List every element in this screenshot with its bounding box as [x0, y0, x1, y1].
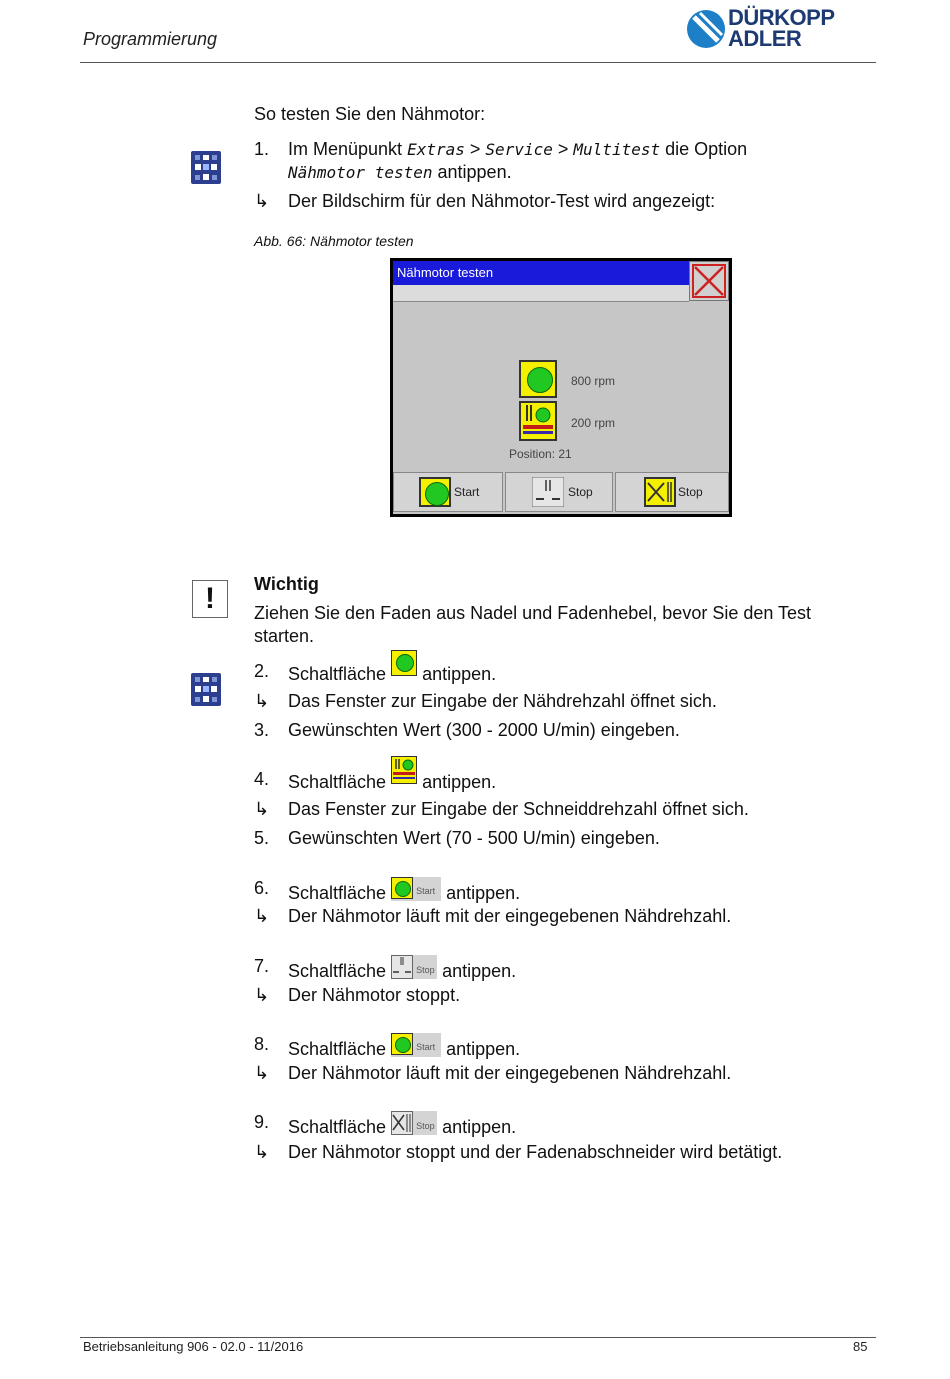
step-7-after: antippen.	[442, 961, 517, 981]
stop-cut-button[interactable]	[615, 472, 729, 512]
option-naehmotor-testen: Nähmotor testen	[288, 163, 433, 182]
logo-line-2: ADLER	[728, 26, 802, 51]
stop-button-label: Stop	[568, 485, 593, 499]
step-9-before: Schaltfläche	[288, 1117, 387, 1137]
thread-cutter-icon	[521, 403, 555, 439]
step-6-text	[288, 877, 520, 905]
step-8-text	[288, 1033, 520, 1061]
step-6-after: antippen.	[446, 883, 521, 903]
screen-figure	[390, 258, 732, 517]
result-arrow-icon: ↳	[254, 691, 270, 711]
step-2-before: Schaltfläche	[288, 664, 387, 684]
motor-icon	[527, 367, 553, 393]
result-arrow-icon: ↳	[254, 799, 270, 819]
brand-logo	[686, 7, 876, 55]
step-7-number: 7.	[254, 956, 270, 976]
step-2-result: Das Fenster zur Eingabe der Nähdrehzahl öffnet sich.	[288, 691, 717, 711]
step-1-text-a: Im Menüpunkt	[288, 139, 403, 159]
step-9-text	[288, 1111, 516, 1139]
logo-line-1: DÜRKOPP	[728, 5, 835, 30]
step-1-text-b: die Option	[665, 139, 748, 159]
stop-cut-button-label: Stop	[678, 485, 703, 499]
step-3-text: Gewünschten Wert (300 - 2000 U/min) eingeben.	[288, 720, 680, 740]
result-arrow-icon: ↳	[254, 1142, 270, 1162]
warning-text: Ziehen Sie den Faden aus Nadel und Fadenhebel, bevor Sie den Test starten.	[254, 603, 812, 646]
menu-sep-2: >	[557, 139, 569, 159]
menu-path-multitest: Multitest	[573, 140, 661, 159]
needle-stop-icon	[532, 477, 564, 507]
header-divider	[80, 62, 876, 63]
menu-sep-1: >	[469, 139, 481, 159]
sewing-speed-button[interactable]	[519, 360, 557, 398]
step-5-number: 5.	[254, 828, 270, 848]
page-number: 85	[853, 1339, 868, 1354]
close-button[interactable]	[689, 261, 729, 301]
step-8-before: Schaltfläche	[288, 1039, 387, 1059]
start-icon	[419, 477, 451, 507]
step-1-text-c: antippen.	[437, 162, 512, 182]
step-4-before: Schaltfläche	[288, 772, 387, 792]
close-icon	[690, 262, 728, 300]
screen-title: Nähmotor testen	[393, 261, 689, 285]
step-6-number: 6.	[254, 878, 270, 898]
warning-icon: !	[192, 580, 228, 618]
step-7-result: Der Nähmotor stoppt.	[288, 985, 461, 1005]
scissors-stop-icon	[644, 477, 676, 507]
stop-button-icon	[391, 955, 437, 979]
cut-speed-button-icon	[391, 768, 417, 792]
screen-subbar	[393, 285, 689, 302]
cutting-speed-button[interactable]	[519, 401, 557, 441]
step-3-number: 3.	[254, 720, 270, 740]
page-header-title: Programmierung	[83, 29, 218, 49]
result-1-text: Der Bildschirm für den Nähmotor-Test wird angezeigt:	[288, 191, 716, 211]
result-arrow-icon: ↳	[254, 1063, 270, 1083]
step-6-result: Der Nähmotor läuft mit der eingegebenen Nähdrehzahl.	[288, 906, 732, 926]
start-button-icon	[391, 1033, 441, 1057]
stop-cut-button-icon	[391, 1111, 437, 1135]
menu-icon	[191, 151, 221, 184]
start-icon-label: Start	[416, 886, 436, 896]
step-8-number: 8.	[254, 1034, 270, 1054]
step-9-after: antippen.	[442, 1117, 517, 1137]
figure-caption: Abb. 66: Nähmotor testen	[254, 233, 414, 249]
step-5-text: Gewünschten Wert (70 - 500 U/min) eingeben.	[288, 828, 660, 848]
stop-button[interactable]	[505, 472, 613, 512]
intro-text: So testen Sie den Nähmotor:	[254, 104, 486, 124]
speed-value-label: 800 rpm	[571, 374, 616, 388]
stop-icon-label: Stop	[416, 965, 435, 975]
menu-icon	[191, 673, 221, 706]
step-7-text	[288, 955, 516, 983]
result-arrow-icon: ↳	[254, 985, 270, 1005]
start-button-label: Start	[454, 485, 480, 499]
step-2-number: 2.	[254, 661, 270, 681]
step-8-result: Der Nähmotor läuft mit der eingegebenen Nähdrehzahl.	[288, 1063, 732, 1083]
step-9-number: 9.	[254, 1112, 270, 1132]
step-7-before: Schaltfläche	[288, 961, 387, 981]
step-9-result: Der Nähmotor stoppt und der Fadenabschneider wird betätigt.	[288, 1142, 783, 1162]
step-1-number: 1.	[254, 139, 270, 159]
step-1-text	[288, 138, 848, 184]
menu-path-service: Service	[485, 140, 553, 159]
step-8-after: antippen.	[446, 1039, 521, 1059]
step-4-after: antippen.	[422, 772, 497, 792]
footer-divider	[80, 1337, 876, 1338]
step-4-number: 4.	[254, 769, 270, 789]
start-button[interactable]	[393, 472, 503, 512]
result-arrow-icon: ↳	[254, 191, 270, 211]
start-icon-label: Start	[416, 1042, 436, 1052]
step-4-text	[288, 768, 496, 794]
cut-value-label: 200 rpm	[571, 416, 616, 430]
step-2-text	[288, 660, 496, 686]
menu-path-extras: Extras	[407, 140, 465, 159]
position-label: Position: 21	[509, 447, 572, 461]
logo-mark-icon	[686, 7, 726, 51]
stop-cut-icon-label: Stop	[416, 1121, 435, 1131]
speed-button-icon	[391, 660, 417, 684]
start-button-icon	[391, 877, 441, 901]
footer-document-info: Betriebsanleitung 906 - 02.0 - 11/2016	[83, 1339, 304, 1354]
step-6-before: Schaltfläche	[288, 883, 387, 903]
warning-title: Wichtig	[254, 574, 319, 594]
step-4-result: Das Fenster zur Eingabe der Schneiddrehzahl öffnet sich.	[288, 799, 749, 819]
result-arrow-icon: ↳	[254, 906, 270, 926]
step-2-after: antippen.	[422, 664, 497, 684]
